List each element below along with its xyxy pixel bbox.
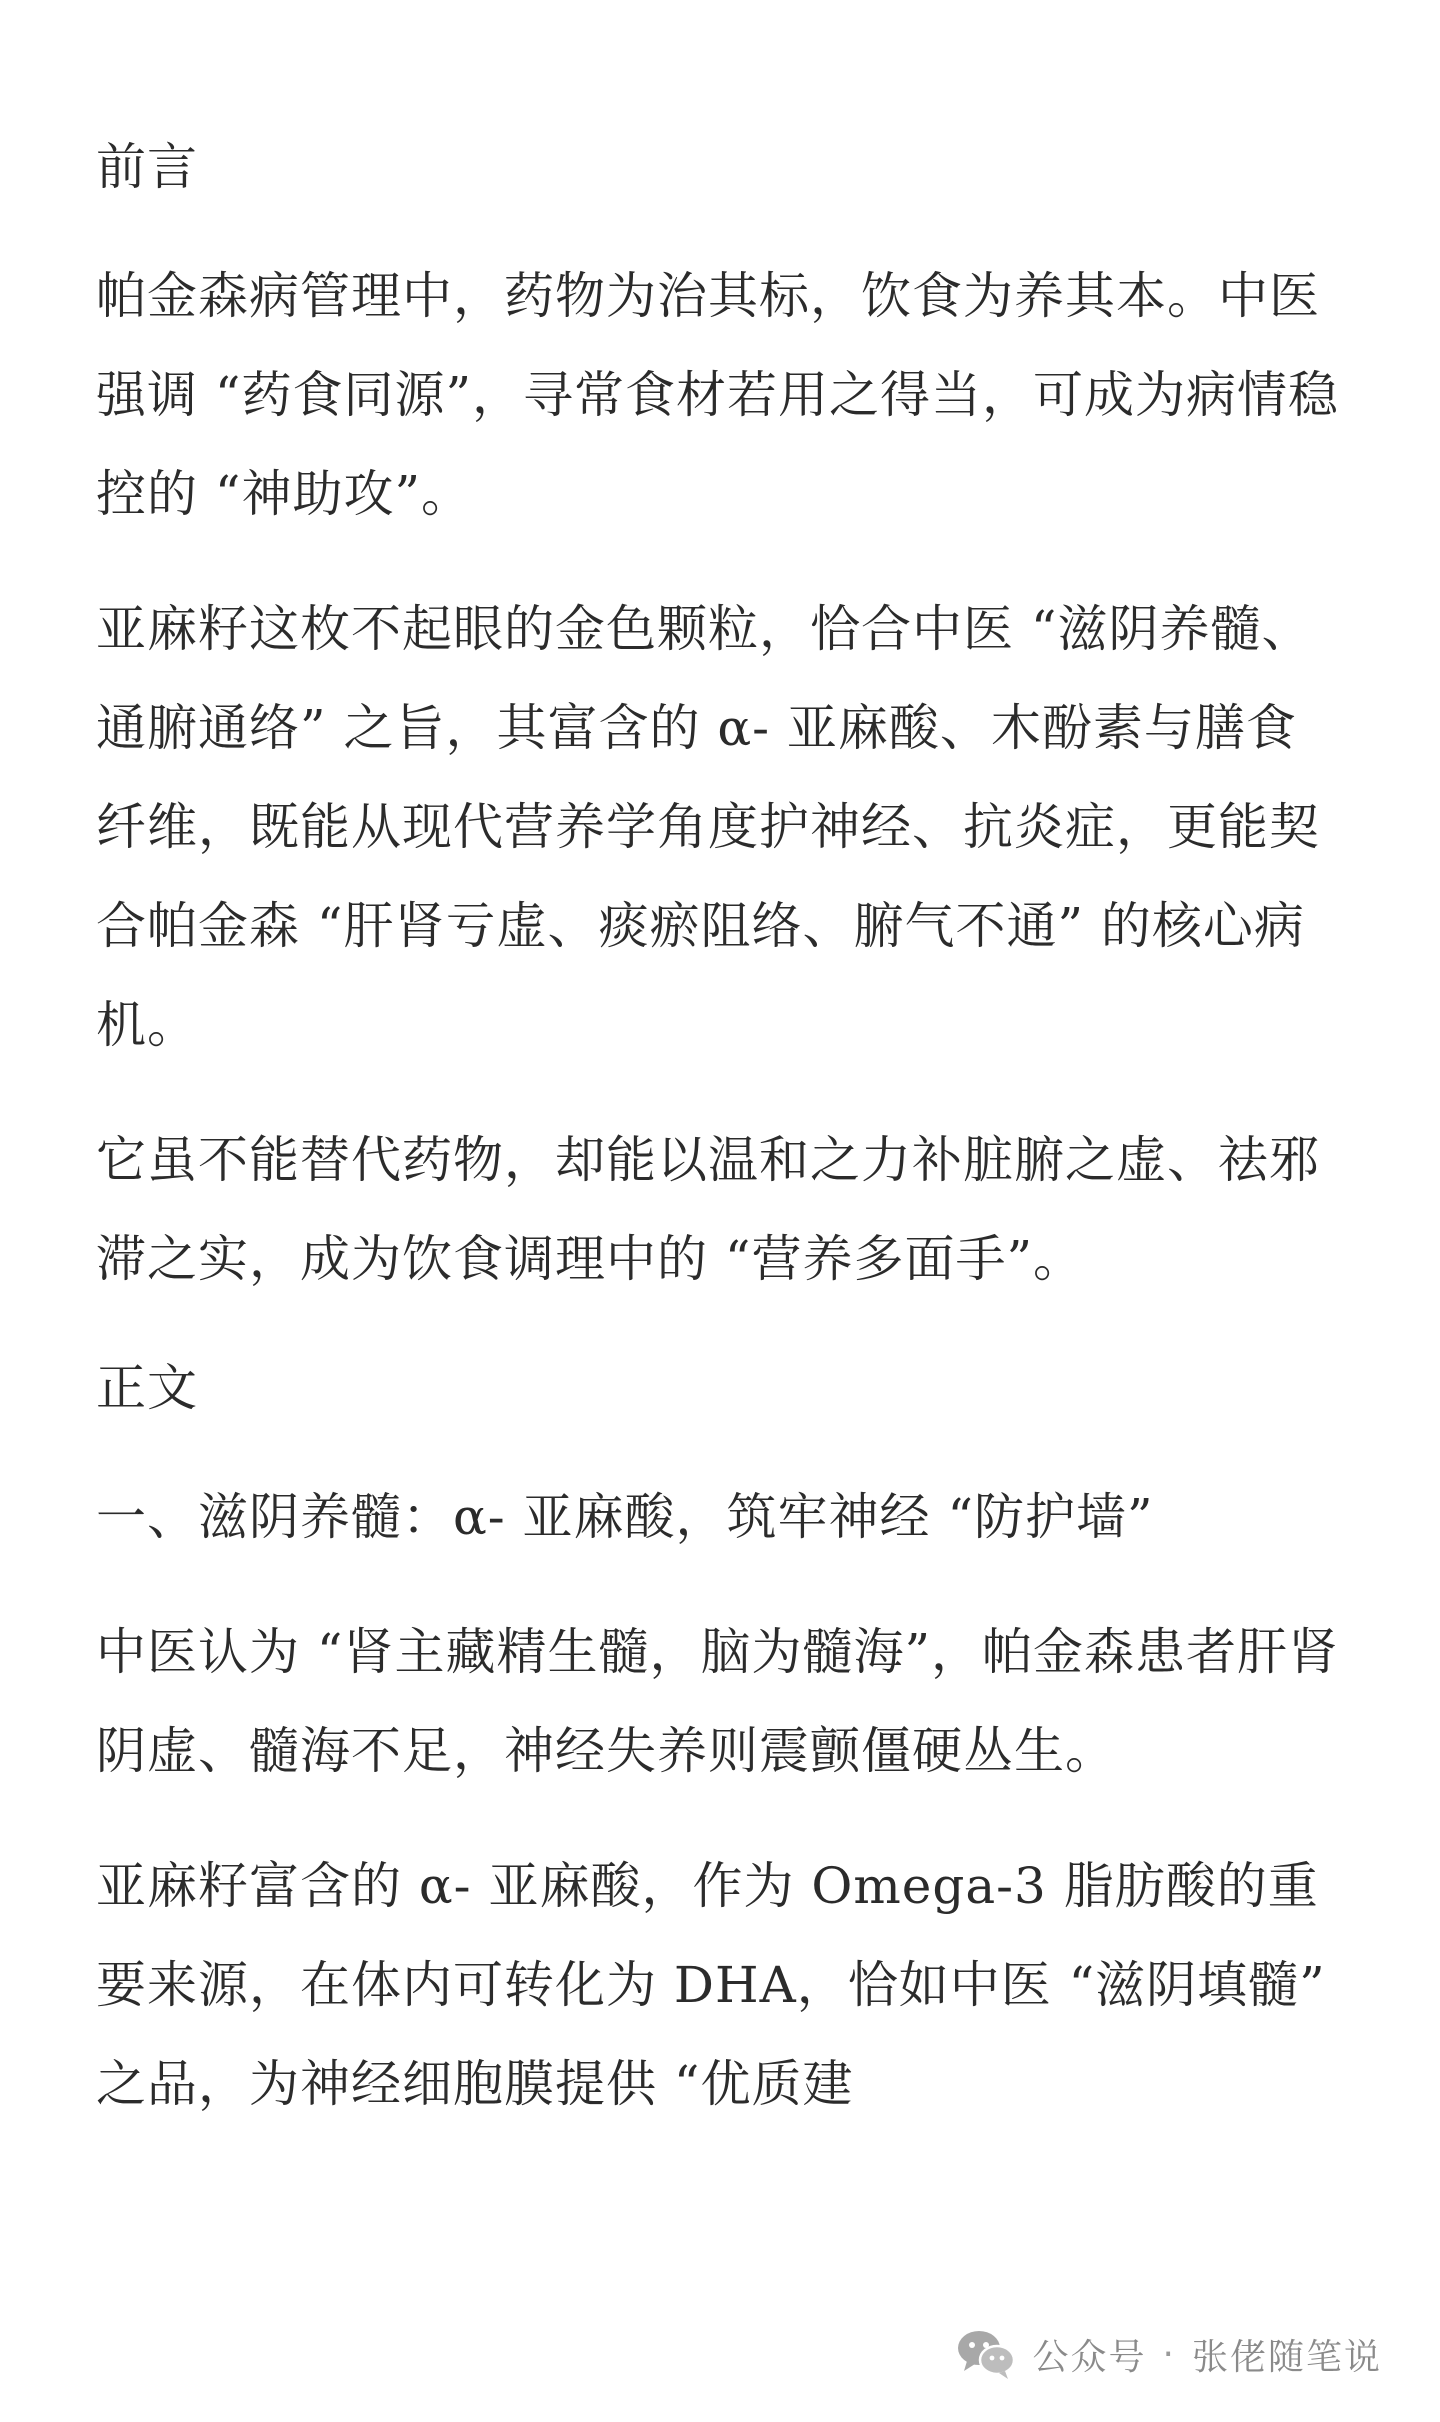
wechat-icon: [955, 2328, 1017, 2380]
paragraph-summary: 它虽不能替代药物，却能以温和之力补脏腑之虚、祛邪滞之实，成为饮食调理中的 “营养多面手”。: [96, 1131, 1320, 1288]
section-title: 一、滋阴养髓：α- 亚麻酸，筑牢神经 “防护墙”: [96, 1488, 1154, 1546]
watermark-author: 张佬随笔说: [1191, 2336, 1382, 2378]
paragraph-tcm-view: 中医认为 “肾主藏精生髓，脑为髓海”，帕金森患者肝肾阴虚、髓海不足，神经失养则震颤僵硬丛生。: [96, 1623, 1340, 1780]
paragraph-intro: 帕金森病管理中，药物为治其标，饮食为养其本。中医强调 “药食同源”，寻常食材若用之得当，可成为病情稳控的 “神助攻”。: [96, 267, 1340, 523]
body-heading: 正文: [96, 1359, 198, 1417]
paragraph-ala: 亚麻籽富含的 α- 亚麻酸，作为 Omega-3 脂肪酸的重要来源，在体内可转化为 DHA，恰如中医 “滋阴填髓” 之品，为神经细胞膜提供 “优质建: [96, 1857, 1326, 2113]
preface-heading: 前言: [96, 138, 198, 196]
watermark-source: 公众号: [1032, 2336, 1147, 2378]
watermark: [955, 2324, 1382, 2384]
article-body: [96, 118, 1346, 2134]
paragraph-flaxseed: 亚麻籽这枚不起眼的金色颗粒，恰合中医 “滋阴养髓、通腑通络” 之旨，其富含的 α- 亚麻酸、木酚素与膳食纤维，既能从现代营养学角度护神经、抗炎症，更能契合帕金森 “肝肾亏虚、痰瘀阻络、腑气不通” 的核心病机。: [96, 600, 1320, 1054]
watermark-separator: ·: [1162, 2333, 1176, 2375]
